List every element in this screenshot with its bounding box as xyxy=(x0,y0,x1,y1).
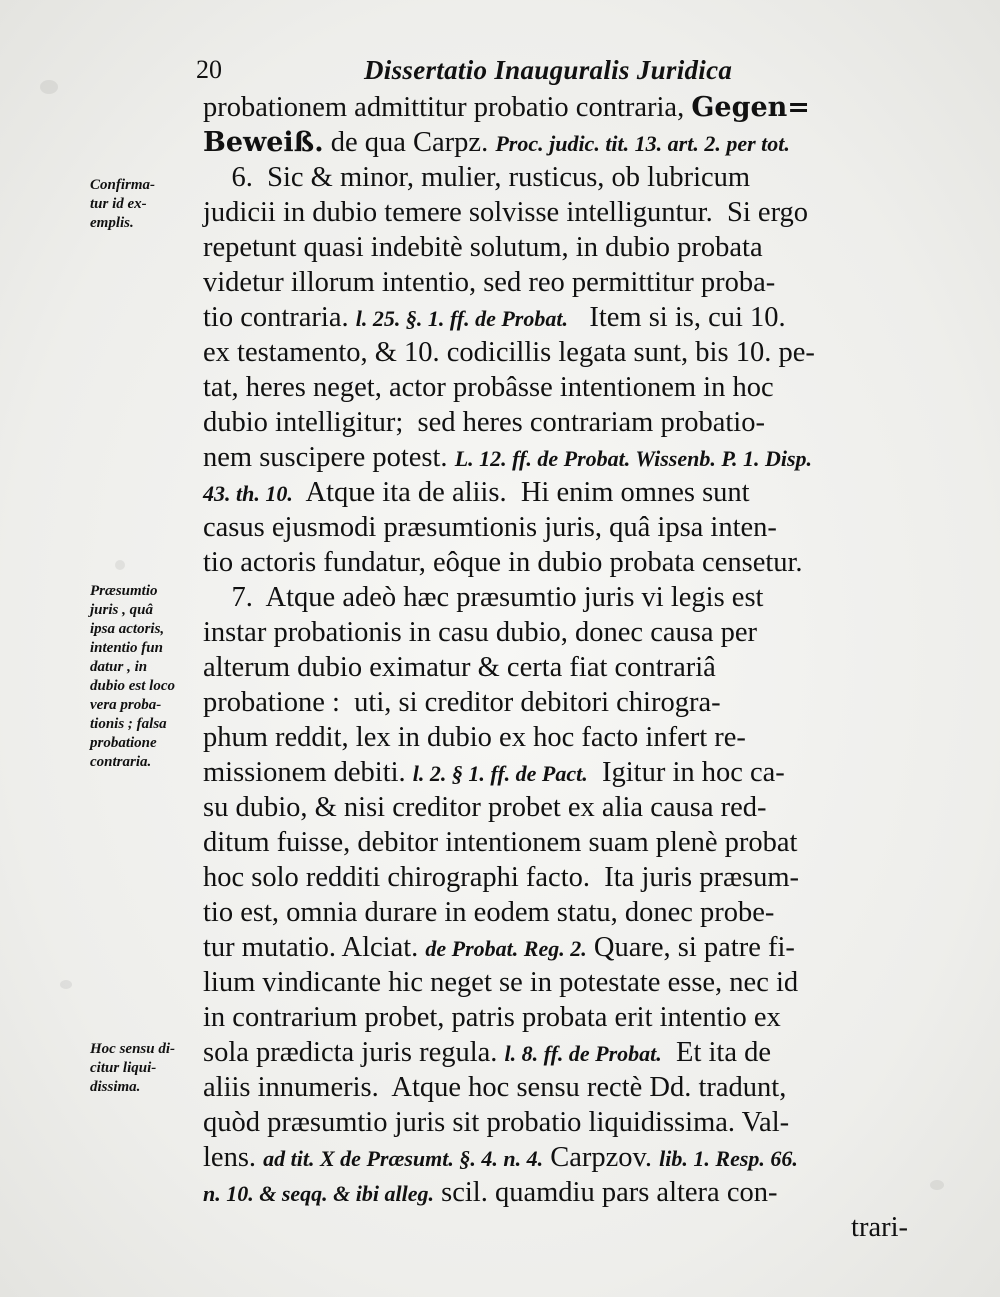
text-line xyxy=(203,965,908,1000)
text-run: Gegen= xyxy=(691,92,810,123)
margin-note-praesumtio xyxy=(90,582,208,772)
text-line xyxy=(203,825,908,860)
text-run: scil. quamdiu pars altera con- xyxy=(434,1177,778,1208)
text-run: quòd præsumtio juris sit probatio liquidissima. Val- xyxy=(203,1107,790,1138)
margin-note-line: tionis ; falsa xyxy=(90,716,167,732)
text-run: ex testamento, & 10. codicillis legata sunt, bis 10. pe- xyxy=(203,337,815,368)
text-run: probatione : uti, si creditor debitori chirogra- xyxy=(203,687,721,718)
running-head: Dissertatio Inauguralis Juridica xyxy=(364,55,733,85)
text-run: aliis innumeris. Atque hoc sensu rectè Dd. tradunt, xyxy=(203,1072,787,1103)
margin-note-line: citur liqui- xyxy=(90,1060,157,1076)
text-run: dubio intelligitur; sed heres contrariam probatio- xyxy=(203,407,765,438)
text-run: nem suscipere potest. xyxy=(203,442,455,473)
citation-text: L. 12. ff. de Probat. Wissenb. P. 1. Disp. xyxy=(454,446,813,471)
citation-text: l. 8. ff. de Probat. xyxy=(504,1041,662,1066)
margin-note-confirmatur xyxy=(90,176,208,233)
margin-note-line: contraria. xyxy=(90,754,152,770)
text-line xyxy=(203,1000,908,1035)
margin-note-line: intentio fun xyxy=(90,640,163,656)
text-run: 6. Sic & minor, mulier, rusticus, ob lubricum xyxy=(203,162,751,193)
text-line xyxy=(203,370,908,405)
text-run: ditum fuisse, debitor intentionem suam plenè probat xyxy=(203,827,798,858)
text-line xyxy=(203,265,908,300)
text-run: de qua Carpz. xyxy=(323,127,496,158)
text-line xyxy=(203,440,908,475)
text-run: tio est, omnia durare in eodem statu, donec probe- xyxy=(203,897,775,928)
text-line xyxy=(203,895,908,930)
citation-text: n. 10. & seqq. & ibi alleg. xyxy=(203,1181,434,1206)
margin-note-line: ipsa actoris, xyxy=(90,621,165,637)
text-line xyxy=(203,335,908,370)
text-run: lens. xyxy=(203,1142,264,1173)
margin-note-line: dubio est loco xyxy=(90,678,175,694)
text-run: lium vindicante hic neget se in potestate esse, nec id xyxy=(203,967,799,998)
text-line xyxy=(203,685,908,720)
page-header xyxy=(196,55,776,91)
text-line xyxy=(203,580,908,615)
citation-text: ad tit. X de Præsumt. §. 4. n. 4. xyxy=(263,1146,544,1171)
text-line xyxy=(203,160,908,195)
text-run: in contrarium probet, patris probata erit intentio ex xyxy=(203,1002,781,1033)
margin-note-line: tur id ex- xyxy=(90,196,147,212)
text-run: Item si is, cui 10. xyxy=(567,302,786,333)
page-number: 20 xyxy=(196,55,222,84)
citation-text: de Probat. Reg. 2. xyxy=(425,936,587,961)
margin-note-line: vera proba- xyxy=(90,697,162,713)
margin-note-line: dissima. xyxy=(90,1079,141,1095)
text-run: alterum dubio eximatur & certa fiat contrariâ xyxy=(203,652,716,683)
text-line xyxy=(203,1070,908,1105)
text-run: missionem debiti. xyxy=(203,757,413,788)
text-line xyxy=(203,650,908,685)
text-run: judicii in dubio temere solvisse intelliguntur. Si ergo xyxy=(203,197,809,228)
margin-note-line: juris , quâ xyxy=(90,602,153,618)
paper-speck xyxy=(115,560,125,570)
citation-text: l. 2. § 1. ff. de Pact. xyxy=(412,761,588,786)
text-run: instar probationis in casu dubio, donec causa per xyxy=(203,617,758,648)
text-line xyxy=(203,1175,908,1210)
text-line xyxy=(203,1105,908,1140)
text-run: trari- xyxy=(851,1212,908,1243)
text-run: videtur illorum intentio, sed reo permittitur proba- xyxy=(203,267,776,298)
margin-note-line: Præsumtio xyxy=(90,583,158,599)
text-line xyxy=(203,1210,908,1245)
text-line xyxy=(203,90,908,125)
paper-speck xyxy=(40,80,58,94)
text-run: tur mutatio. Alciat. xyxy=(203,932,426,963)
margin-note-line: Confirma- xyxy=(90,177,156,193)
text-line xyxy=(203,300,908,335)
text-run: Quare, si patre fi- xyxy=(586,932,795,963)
text-line xyxy=(203,930,908,965)
text-run: Et ita de xyxy=(661,1037,772,1068)
text-run: sola prædicta juris regula. xyxy=(203,1037,505,1068)
text-line xyxy=(203,510,908,545)
text-line xyxy=(203,125,908,160)
text-run: su dubio, & nisi creditor probet ex alia causa red- xyxy=(203,792,767,823)
text-run: Igitur in hoc ca- xyxy=(587,757,785,788)
text-run: Beweiß. xyxy=(203,127,324,158)
text-run: tat, heres neget, actor probâsse intentionem in hoc xyxy=(203,372,774,403)
citation-text: Proc. judic. tit. 13. art. 2. per tot. xyxy=(495,131,790,156)
text-line xyxy=(203,230,908,265)
margin-note-line: probatione xyxy=(90,735,157,751)
text-line xyxy=(203,755,908,790)
text-line xyxy=(203,475,908,510)
text-line xyxy=(203,860,908,895)
text-line xyxy=(203,1035,908,1070)
text-run: casus ejusmodi præsumtionis juris, quâ ipsa inten- xyxy=(203,512,777,543)
text-run: tio contraria. xyxy=(203,302,356,333)
text-line xyxy=(203,195,908,230)
citation-text: 43. th. 10. xyxy=(203,481,293,506)
text-run: hoc solo redditi chirographi facto. Ita juris præsum- xyxy=(203,862,799,893)
margin-note-line: Hoc sensu di- xyxy=(90,1041,176,1057)
margin-note-line: datur , in xyxy=(90,659,148,675)
paper-speck xyxy=(60,980,72,989)
text-run: probationem admittitur probatio contraria, xyxy=(203,92,692,123)
text-run: Carpzov. xyxy=(543,1142,660,1173)
text-run: phum reddit, lex in dubio ex hoc facto infert re- xyxy=(203,722,746,753)
text-run: repetunt quasi indebitè solutum, in dubio probata xyxy=(203,232,763,263)
text-line xyxy=(203,1140,908,1175)
text-run: Atque ita de aliis. Hi enim omnes sunt xyxy=(292,477,750,508)
text-line xyxy=(203,545,908,580)
text-run: tio actoris fundatur, eôque in dubio probata censetur. xyxy=(203,547,803,578)
paper-speck xyxy=(930,1180,944,1190)
text-line xyxy=(203,790,908,825)
text-line xyxy=(203,720,908,755)
margin-note-hoc-sensu xyxy=(90,1040,208,1097)
body-text xyxy=(203,90,908,1245)
margin-note-line: emplis. xyxy=(90,215,134,231)
text-line xyxy=(203,615,908,650)
citation-text: l. 25. §. 1. ff. de Probat. xyxy=(355,306,568,331)
text-run: 7. Atque adeò hæc præsumtio juris vi legis est xyxy=(203,582,764,613)
text-line xyxy=(203,405,908,440)
citation-text: lib. 1. Resp. 66. xyxy=(659,1146,798,1171)
